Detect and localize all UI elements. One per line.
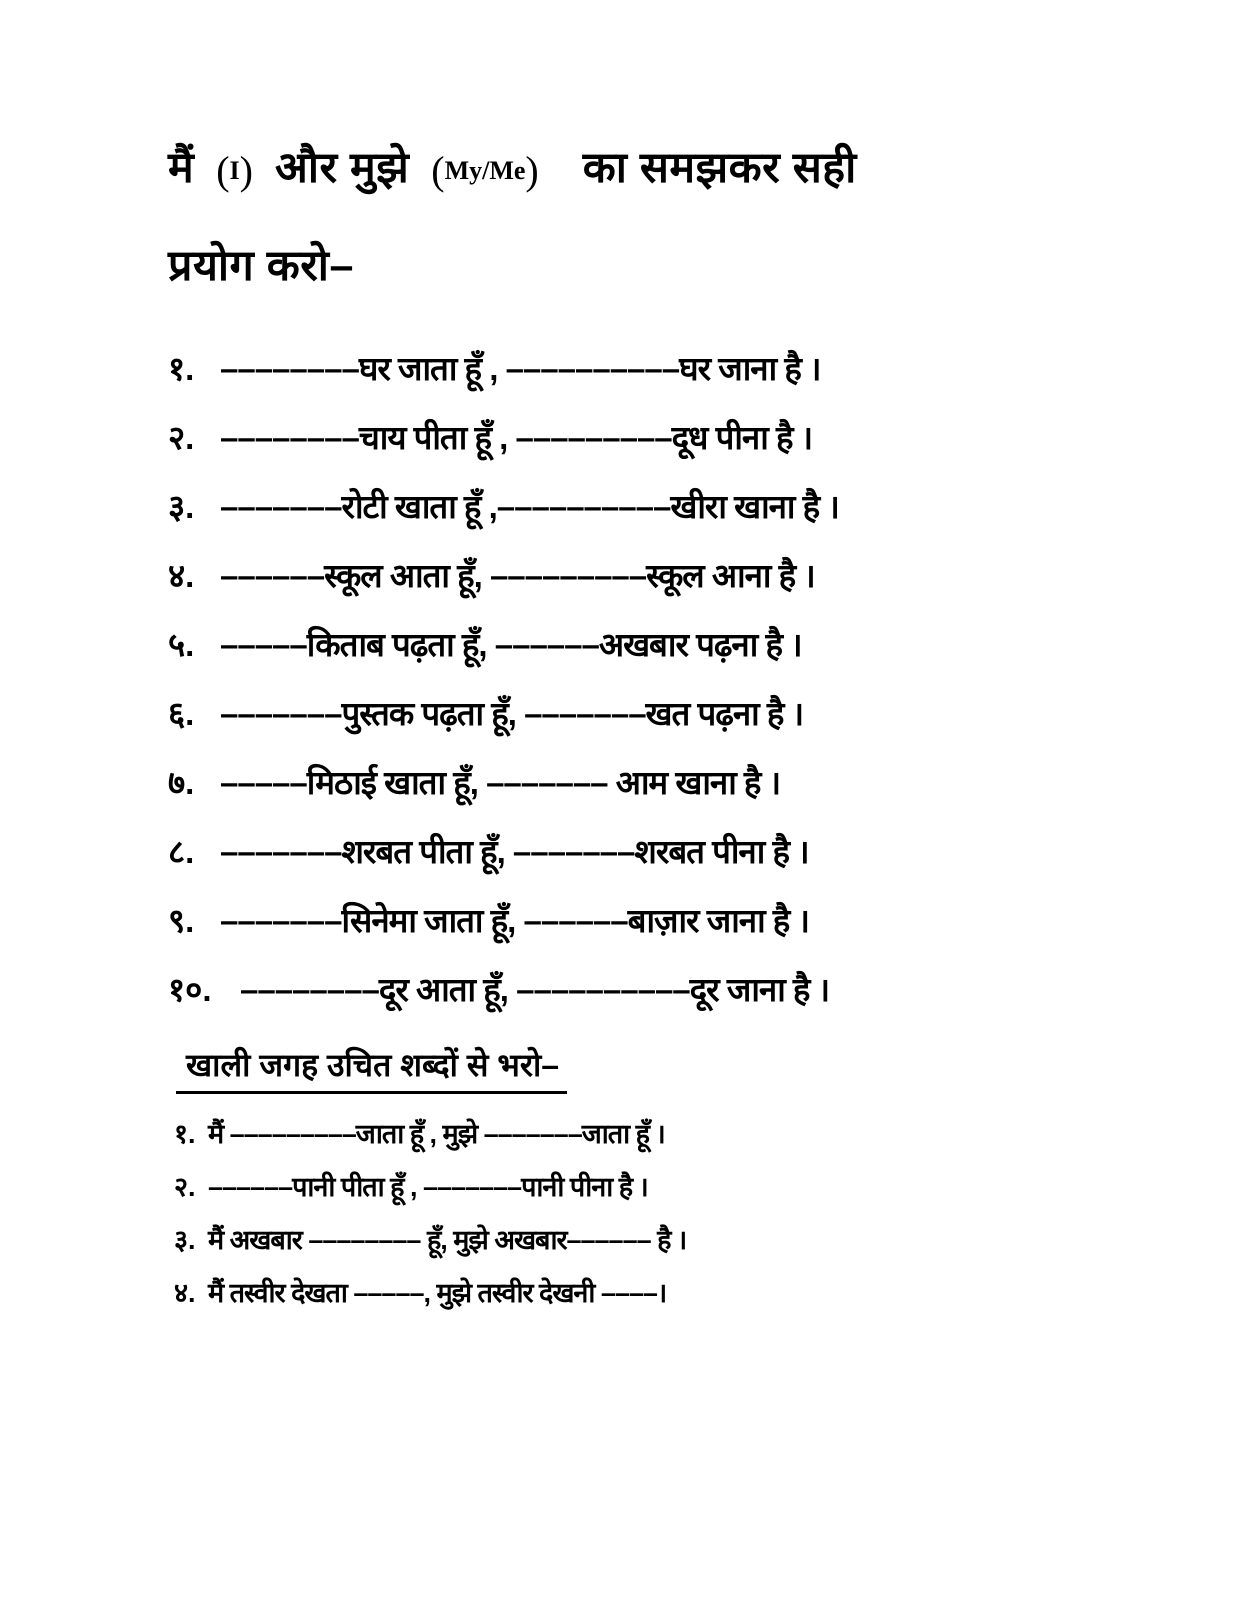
exercise-number-6: ६. bbox=[168, 695, 195, 732]
exercise-item-9 bbox=[168, 886, 1168, 955]
title-line-2: प्रयोग करो– bbox=[168, 242, 354, 290]
exercise-item-3 bbox=[168, 472, 1168, 541]
exercise-text-3: –––––––रोटी खाता हूँ ,––––––––––खीरा खाना है । bbox=[220, 488, 839, 525]
paren-close-myme: ) bbox=[525, 148, 539, 193]
exercise-item-6 bbox=[168, 679, 1168, 748]
fill-blank-list bbox=[168, 1108, 1168, 1320]
worksheet-content bbox=[168, 122, 1168, 1320]
worksheet-title bbox=[168, 122, 1168, 312]
exercise-text-6: –––––––पुस्तक पढ़ता हूँ, –––––––खत पढ़ना है । bbox=[220, 695, 804, 732]
exercise-item-5 bbox=[168, 610, 1168, 679]
section-2 bbox=[168, 1042, 1168, 1320]
exercise-list-section-1 bbox=[168, 334, 1168, 1024]
exercise-text-9: –––––––सिनेमा जाता हूँ, ––––––बाज़ार जाना है । bbox=[220, 902, 809, 939]
exercise-item-7 bbox=[168, 748, 1168, 817]
fill-blank-text-1: मैं –––––––––जाता हूँ , मुझे –––––––जाता हूँ । bbox=[208, 1119, 665, 1149]
fill-blank-item-4 bbox=[168, 1267, 1168, 1320]
fill-blank-number-3: ३. bbox=[174, 1225, 196, 1255]
exercise-text-4: ––––––स्कूल आता हूँ, –––––––––स्कूल आना है । bbox=[220, 557, 815, 594]
exercise-item-4 bbox=[168, 541, 1168, 610]
exercise-number-9: ९. bbox=[168, 902, 195, 939]
fill-blank-text-3: मैं अखबार –––––––– हूँ, मुझे अखबार–––––– है । bbox=[208, 1225, 687, 1255]
exercise-text-1: ––––––––घर जाता हूँ , ––––––––––घर जाना है । bbox=[220, 350, 821, 387]
title-text-main: मैं bbox=[168, 144, 195, 192]
paren-close-i: ) bbox=[239, 148, 253, 193]
fill-blank-number-1: १. bbox=[174, 1119, 196, 1149]
exercise-item-8 bbox=[168, 817, 1168, 886]
exercise-number-1: १. bbox=[168, 350, 195, 387]
exercise-text-10: ––––––––दूर आता हूँ, ––––––––––दूर जाना है । bbox=[240, 971, 830, 1008]
gloss-i-text: I bbox=[229, 156, 240, 185]
fill-blank-text-4: मैं तस्वीर देखता –––––, मुझे तस्वीर देखनी ––––। bbox=[208, 1278, 667, 1308]
exercise-number-10: १०. bbox=[168, 971, 212, 1008]
gloss-myme-text: My/Me bbox=[444, 156, 526, 185]
exercise-item-1 bbox=[168, 334, 1168, 403]
fill-blank-item-2 bbox=[168, 1161, 1168, 1214]
fill-blank-item-1 bbox=[168, 1108, 1168, 1161]
fill-blank-item-3 bbox=[168, 1214, 1168, 1267]
exercise-item-2 bbox=[168, 403, 1168, 472]
exercise-number-7: ७. bbox=[168, 764, 195, 801]
exercise-text-8: –––––––शरबत पीता हूँ, –––––––शरबत पीना है । bbox=[220, 833, 809, 870]
section-2-heading: खाली जगह उचित शब्दों से भरो– bbox=[176, 1042, 567, 1094]
title-text-tail: का समझकर सही bbox=[582, 144, 857, 192]
paren-open-myme: ( bbox=[431, 148, 445, 193]
fill-blank-text-2: ––––––पानी पीता हूँ , –––––––पानी पीना है । bbox=[208, 1172, 648, 1202]
title-line-1 bbox=[168, 122, 1168, 220]
title-gloss-i bbox=[216, 148, 253, 193]
exercise-number-8: ८. bbox=[168, 833, 195, 870]
fill-blank-number-2: २. bbox=[174, 1172, 196, 1202]
exercise-item-10 bbox=[168, 955, 1168, 1024]
exercise-text-5: –––––किताब पढ़ता हूँ, ––––––अखबार पढ़ना है । bbox=[220, 626, 802, 663]
exercise-text-7: –––––मिठाई खाता हूँ, ––––––– आम खाना है । bbox=[220, 764, 781, 801]
exercise-number-3: ३. bbox=[168, 488, 195, 525]
paren-open-i: ( bbox=[216, 148, 230, 193]
exercise-number-2: २. bbox=[168, 419, 195, 456]
exercise-text-2: ––––––––चाय पीता हूँ , –––––––––दूध पीना है । bbox=[220, 419, 813, 456]
exercise-number-4: ४. bbox=[168, 557, 195, 594]
title-gloss-myme bbox=[431, 148, 539, 193]
exercise-number-5: ५. bbox=[168, 626, 195, 663]
title-text-aur-mujhe: और मुझे bbox=[275, 144, 410, 192]
fill-blank-number-4: ४. bbox=[174, 1278, 196, 1308]
